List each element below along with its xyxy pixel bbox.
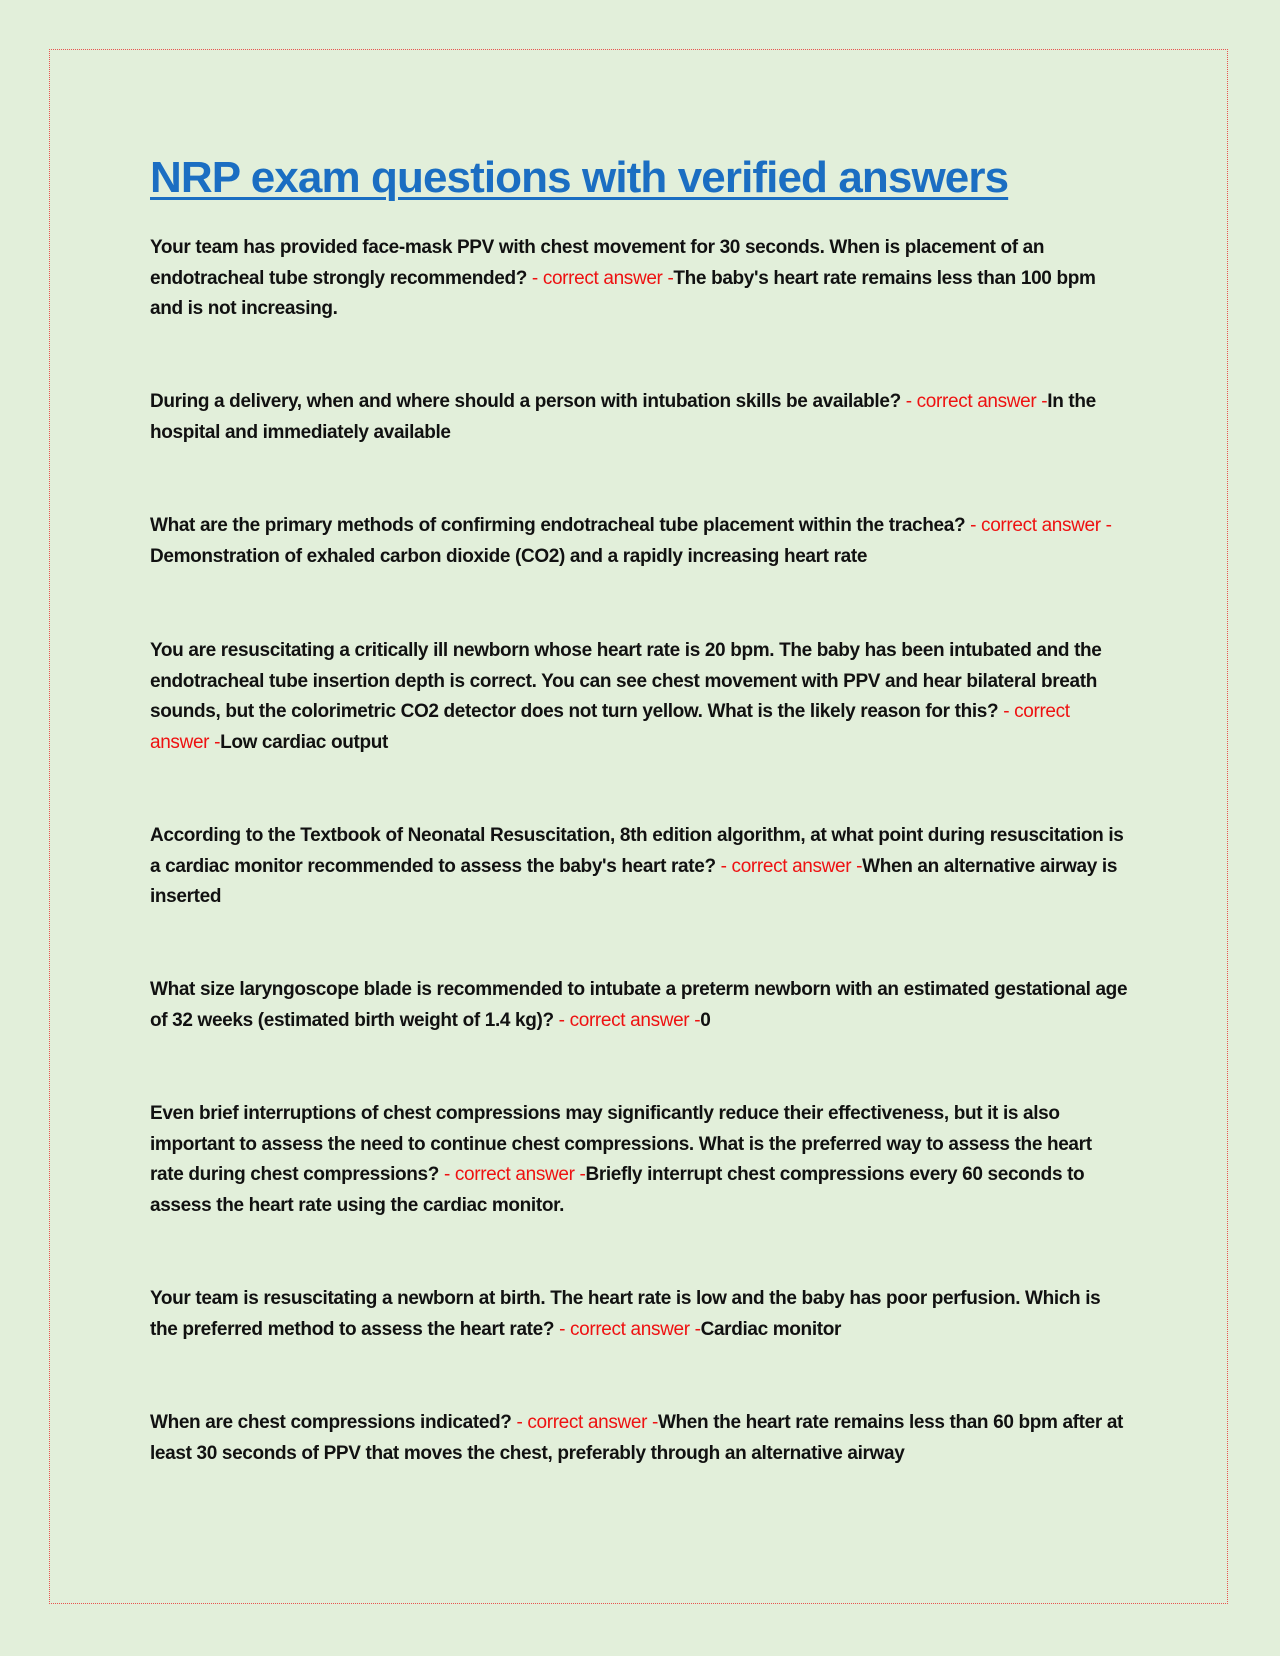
question-text: What size laryngoscope blade is recommended to intubate a preterm newborn with an estimated gestational age of 32 weeks (estimated birth weight of 1.4 kg)? — [150, 979, 1128, 1031]
answer-text: When the heart rate remains less than 60 bpm after at least 30 seconds of PPV that moves the chest, preferably through an alternative airway — [150, 1412, 1124, 1464]
answer-text: In the hospital and immediately available — [150, 391, 1096, 443]
qa-item — [150, 821, 1130, 913]
answer-text: 0 — [700, 1009, 711, 1031]
qa-item — [150, 387, 1130, 448]
question-text: Your team is resuscitating a newborn at birth. The heart rate is low and the baby has poor perfusion. Which is the preferred method to assess the heart rate? — [150, 1288, 1101, 1340]
question-text: You are resuscitating a critically ill newborn whose heart rate is 20 bpm. The baby has been intubated and the endotracheal tube insertion depth is correct. You can see chest movement with PPV and hear bilateral breath sounds, but the colorimetric CO2 detector does not turn yellow. What is the likely reason for this? — [150, 640, 1102, 722]
document-content — [150, 150, 1130, 1464]
correct-answer-marker: - correct answer - — [553, 1009, 701, 1031]
correct-answer-marker: - correct answer - — [150, 701, 1070, 753]
question-text: When are chest compressions indicated? — [150, 1412, 512, 1433]
qa-item — [150, 233, 1130, 325]
correct-answer-marker: - correct answer - — [905, 391, 1048, 412]
answer-text: When an alternative airway is inserted — [150, 855, 1118, 907]
answer-text: Demonstration of exhaled carbon dioxide (CO2) and a rapidly increasing heart rate — [150, 545, 868, 567]
qa-item — [150, 636, 1130, 758]
answer-text: Cardiac monitor — [700, 1318, 842, 1340]
document-title: NRP exam questions with verified answers — [150, 153, 1009, 202]
question-text: During a delivery, when and where should a person with intubation skills be available? — [150, 391, 906, 412]
correct-answer-marker: - correct answer - — [526, 267, 674, 289]
answer-text: Briefly interrupt chest compressions every 60 seconds to assess the heart rate using the cardiac monitor. — [150, 1164, 1085, 1216]
question-text: Your team has provided face-mask PPV with chest movement for 30 seconds. When is placement of an endotracheal tube strongly recommended? — [150, 237, 1045, 289]
answer-text: Low cardiac output — [220, 731, 388, 753]
correct-answer-marker: - correct answer - — [715, 855, 863, 877]
qa-item — [150, 1408, 1130, 1469]
correct-answer-marker: - correct answer - — [439, 1164, 586, 1185]
qa-item — [150, 975, 1130, 1036]
correct-answer-marker: - correct answer - — [965, 515, 1112, 536]
qa-item — [150, 511, 1130, 572]
correct-answer-marker: - correct answer - — [554, 1318, 701, 1340]
question-text: Even brief interruptions of chest compressions may significantly reduce their effectiveness, but it is also important to assess the need to continue chest compressions. What is the preferred way to assess the heart rate during chest compressions? — [150, 1103, 1092, 1185]
question-text: According to the Textbook of Neonatal Resuscitation, 8th edition algorithm, at what point during resuscitation is a cardiac monitor recommended to assess the baby's heart rate? — [150, 825, 1124, 877]
qa-item — [150, 1099, 1130, 1221]
qa-item — [150, 1284, 1130, 1345]
correct-answer-marker: - correct answer - — [511, 1412, 658, 1433]
question-text: What are the primary methods of confirming endotracheal tube placement within the trachea? — [150, 515, 966, 536]
answer-text: The baby's heart rate remains less than 100 bpm and is not increasing. — [150, 267, 1096, 319]
